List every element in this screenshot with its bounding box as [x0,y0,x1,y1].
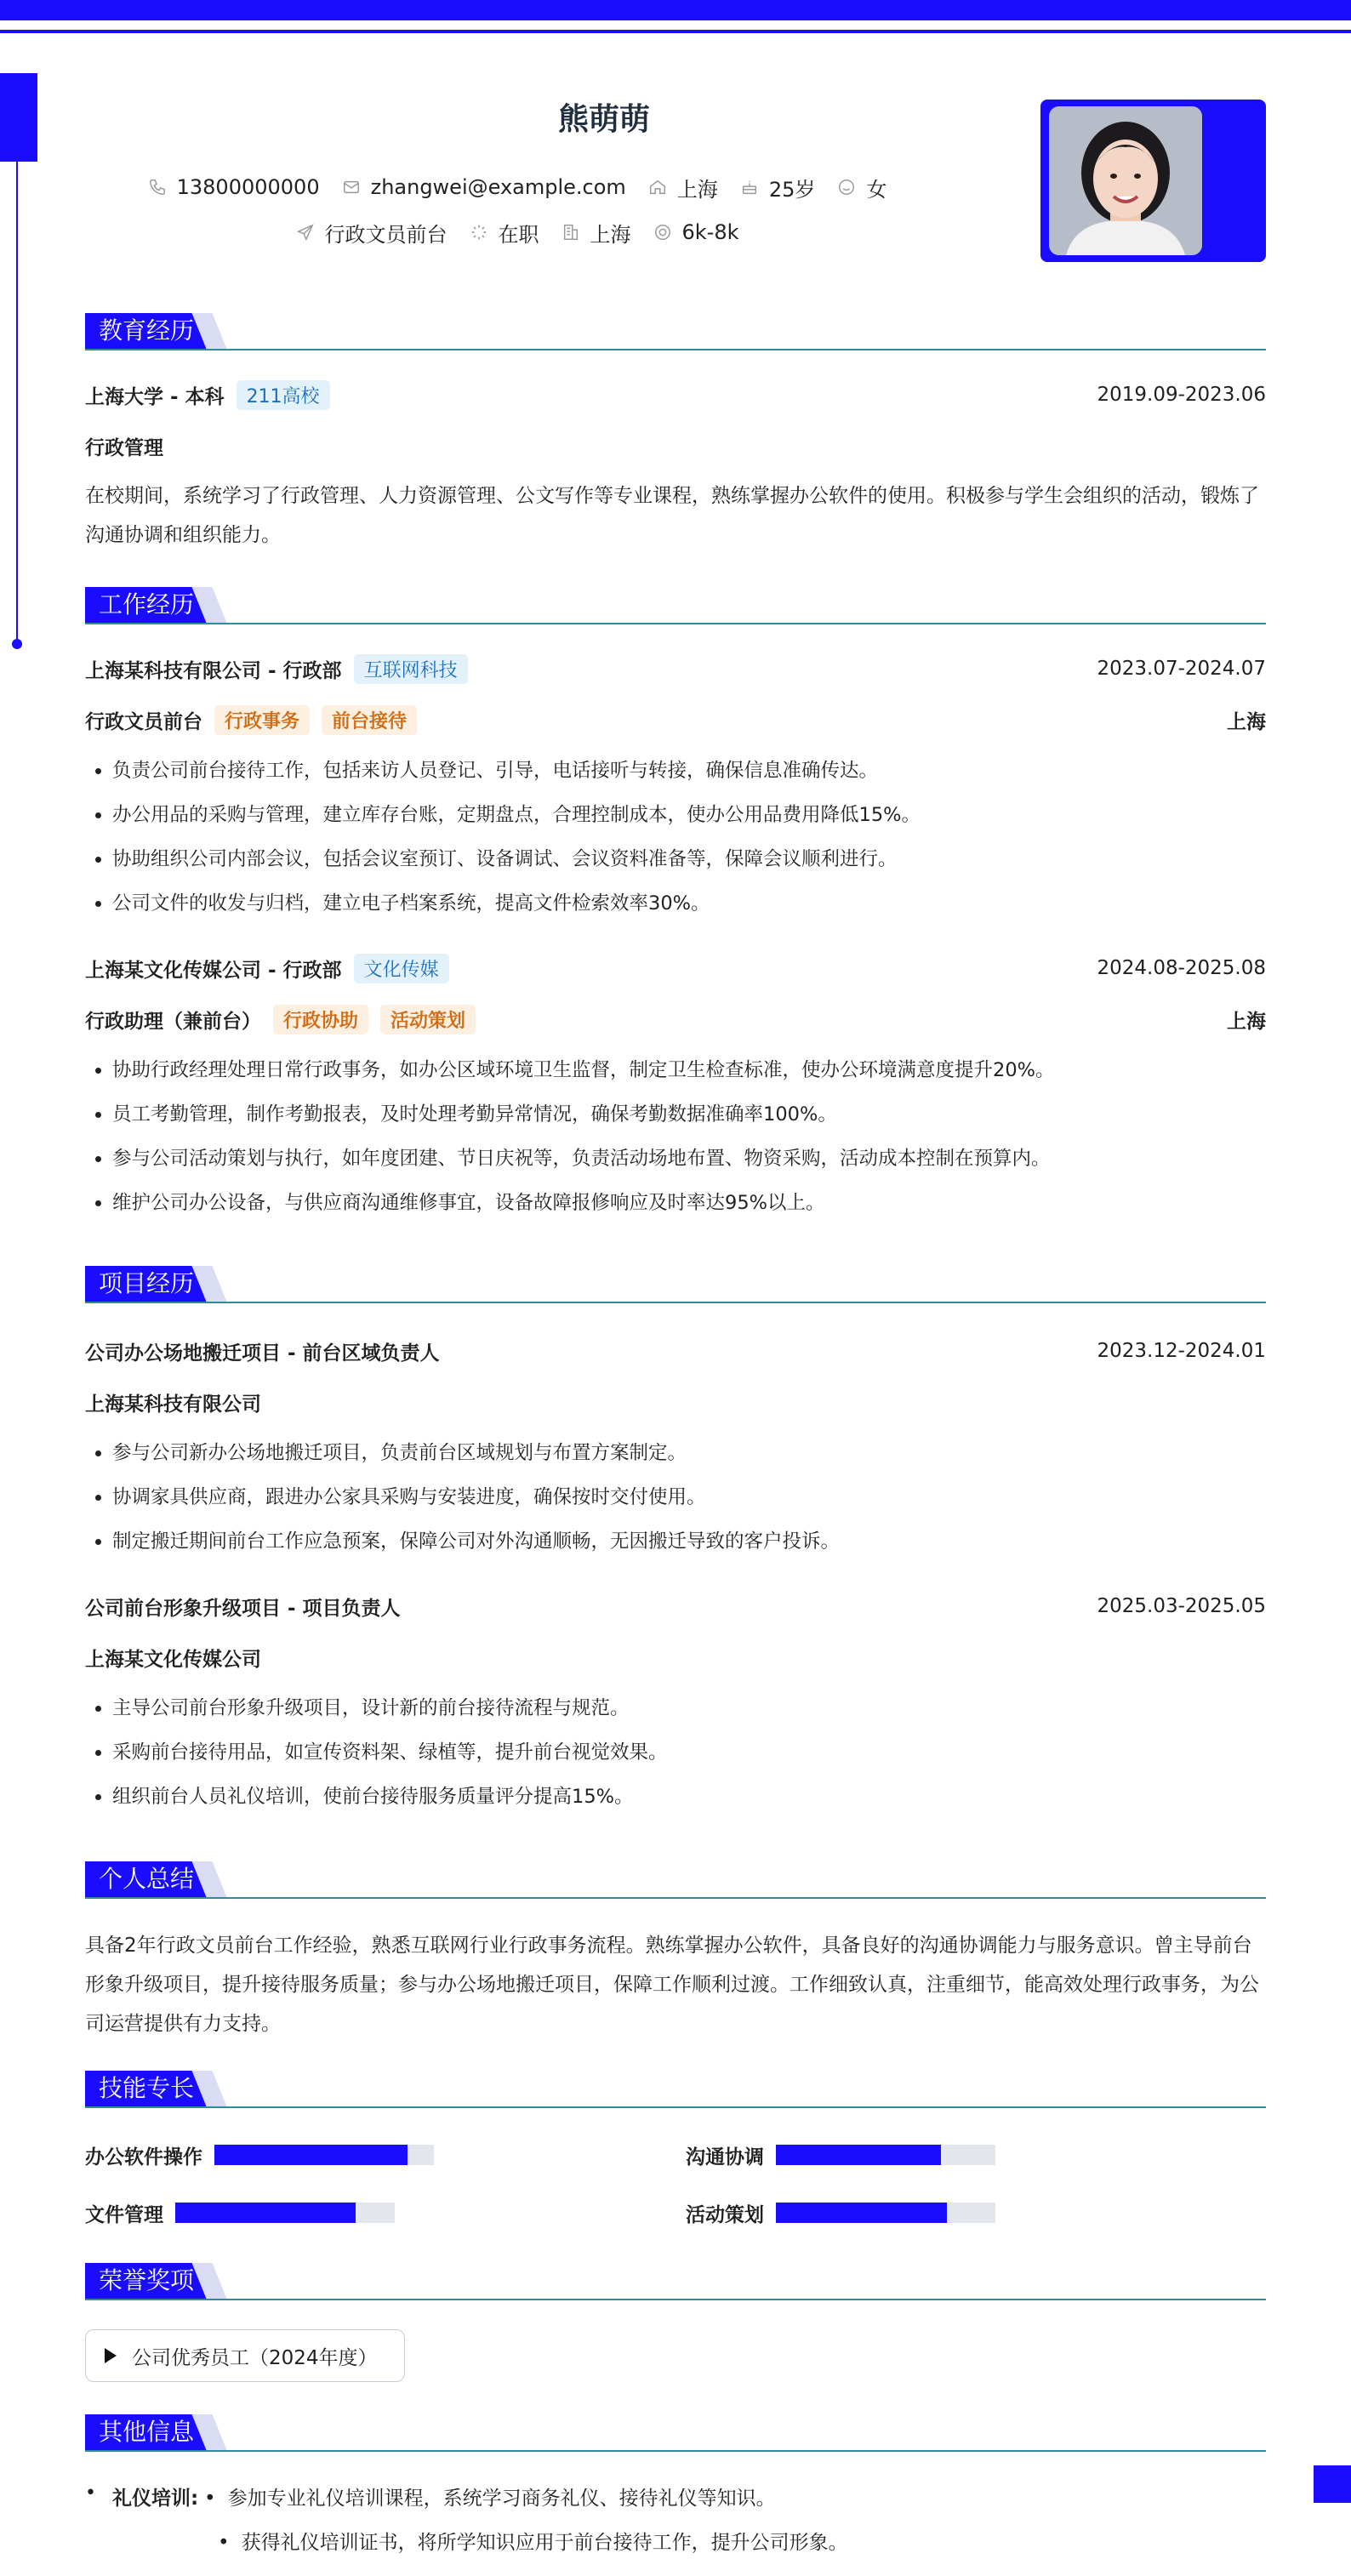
skill-bar [776,2203,995,2223]
position-text: 行政文员前台 [324,222,447,247]
work-2-tag-1: 行政协助 [273,1005,368,1034]
education-description: 在校期间，系统学习了行政管理、人力资源管理、公文写作等专业课程，熟练掌握办公软件的使用。积极参与学生会组织的活动，锻炼了沟通协调和组织能力。 [85,485,1259,546]
face-icon [837,178,856,197]
section-summary-title: 个人总结 [85,1861,1266,1899]
list-item: • 采购前台接待用品，如宣传资料架、绿植等，提升前台视觉效果。 [112,1730,1293,1775]
work-1-industry: 互联网科技 [354,654,468,684]
project-1-header [85,1336,1266,1366]
bullet-dot-icon: • [204,2488,216,2510]
work-1-location: 上海 [1227,710,1266,733]
work-1-company: 上海某科技有限公司 - 行政部 [85,659,342,682]
project-2-company: 上海某文化传媒公司 [85,1648,261,1671]
send-icon [296,223,315,242]
work-1-header [85,653,1266,684]
work-2-company: 上海某文化传媒公司 - 行政部 [85,959,342,982]
position-item [296,218,447,248]
school-tag: 211高校 [237,380,330,410]
project-1-company: 上海某科技有限公司 [85,1393,261,1416]
work-2-period: 2024.08-2025.08 [1097,957,1266,979]
school-name: 上海大学 - 本科 [85,385,225,408]
work-2-location: 上海 [1227,1010,1266,1033]
work-2-tag-2: 活动策划 [380,1005,476,1034]
cake-icon [740,178,759,197]
avatar [1049,106,1202,255]
left-timeline-dot [12,639,22,649]
list-item: • 制定搬迁期间前台工作应急预案，保障公司对外沟通顺畅，无因搬迁导致的客户投诉。 [112,1519,1293,1564]
contact-info-row [85,170,949,204]
work-1-period: 2023.07-2024.07 [1097,658,1266,680]
award-item[interactable] [85,2329,405,2382]
email-text: zhangwei@example.com [370,175,626,199]
list-item: • 协调家具供应商，跟进办公家具采购与安装进度，确保按时交付使用。 [112,1475,1293,1519]
age-text: 25岁 [768,177,816,202]
coin-icon [653,223,672,242]
list-item: • 主导公司前台形象升级项目，设计新的前台接待流程与规范。 [112,1686,1293,1730]
left-accent-block [0,73,37,162]
city-item [648,173,718,202]
work-1-bullets [85,749,1293,926]
work-2-role [85,1004,1266,1034]
list-item: • 协助行政经理处理日常行政事务，如办公区域环境卫生监督，制定卫生检查标准，使办公环境满意度提升20%。 [112,1048,1293,1092]
work-2-header [85,953,1266,983]
list-item: • 办公用品的采购与管理，建立库存台账，定期盘点，合理控制成本，使办公用品费用降低15%。 [112,793,1293,837]
skill-name: 沟通协调 [686,2146,764,2169]
education-header [85,379,1266,410]
list-item: • 组织前台人员礼仪培训，使前台接待服务质量评分提高15%。 [112,1775,1293,1819]
caret-right-icon [105,2348,117,2363]
education-period: 2019.09-2023.06 [1097,384,1266,406]
section-work-title: 工作经历 [85,587,1266,624]
skill-name: 活动策划 [686,2203,764,2226]
skill-4 [686,2200,995,2226]
skill-bar [776,2145,995,2165]
status-item [470,218,539,248]
list-item: • 协助组织公司内部会议，包括会议室预订、设备调试、会议资料准备等，保障会议顺利进行。 [112,837,1293,881]
section-awards-title: 荣誉奖项 [85,2263,1266,2300]
phone-item [148,175,320,199]
skill-bar-fill [776,2145,941,2165]
other-item-2: • 获得礼仪培训证书，将所学知识应用于前台接待工作，提升公司形象。 [218,2532,848,2554]
left-timeline-line [16,162,18,643]
skill-1 [85,2142,434,2168]
phone-text: 13800000000 [176,175,320,199]
status-text: 在职 [498,222,539,247]
education-major: 行政管理 [85,436,163,459]
top-accent-bar [0,0,1351,20]
email-item [342,175,626,199]
skill-bar [175,2203,395,2223]
mail-icon [342,178,361,197]
skill-2 [686,2142,995,2168]
city-text: 上海 [676,177,718,202]
work-1-tag-2: 前台接待 [322,705,417,735]
section-other-title: 其他信息 [85,2414,1266,2452]
other-label: 礼仪培训: [112,2488,199,2510]
work-2-bullets [85,1048,1293,1225]
salary-item [653,220,739,244]
award-text: 公司优秀员工（2024年度） [132,2346,378,2369]
work-1-role [85,704,1266,735]
section-education-title: 教育经历 [85,313,1266,350]
building-icon [561,223,580,242]
loading-icon [470,223,488,242]
skill-bar [214,2145,434,2165]
home-icon [648,178,667,197]
target-city-text: 上海 [590,222,631,247]
gender-text: 女 [866,177,887,202]
work-1-tag-1: 行政事务 [214,705,310,735]
phone-icon [148,178,167,197]
skill-bar-fill [175,2203,356,2223]
skill-3 [85,2200,395,2226]
section-project-title: 项目经历 [85,1266,1266,1303]
right-accent-block [1314,2465,1351,2503]
list-item: • 公司文件的收发与归档，建立电子档案系统，提高文件检索效率30%。 [112,881,1293,926]
project-2-header [85,1591,1266,1621]
project-2-name: 公司前台形象升级项目 - 项目负责人 [85,1597,401,1620]
gender-item [837,173,886,202]
list-item: • 维护公司办公设备，与供应商沟通维修事宜，设备故障报修响应及时率达95%以上。 [112,1181,1293,1225]
photo-frame [1040,100,1266,262]
summary-text: 具备2年行政文员前台工作经验，熟悉互联网行业行政事务流程。熟练掌握办公软件，具备良好的沟通协调能力与服务意识。曾主导前台形象升级项目，提升接待服务质量；参与办公场地搬迁项目，保障工作顺利过渡。工作细致认真，注重细节，能高效处理行政事务，为公司运营提供有力支持。 [85,1935,1259,2035]
list-item: • 参与公司新办公场地搬迁项目，负责前台区域规划与布置方案制定。 [112,1431,1293,1475]
work-1-title: 行政文员前台 [85,710,202,733]
list-item: • 员工考勤管理，制作考勤报表，及时处理考勤异常情况，确保考勤数据准确率100%。 [112,1092,1293,1137]
work-2-title: 行政助理（兼前台） [85,1010,261,1033]
work-2-industry: 文化传媒 [354,954,449,983]
list-item: • 负责公司前台接待工作，包括来访人员登记、引导，电话接听与转接，确保信息准确传达。 [112,749,1293,793]
skill-name: 文件管理 [85,2203,163,2226]
other-item-1: • 参加专业礼仪培训课程，系统学习商务礼仪、接待礼仪等知识。 [204,2488,776,2510]
skill-bar-fill [776,2203,947,2223]
section-skills-title: 技能专长 [85,2071,1266,2108]
bullet-dot-icon: • [218,2532,230,2554]
list-item: • 参与公司活动策划与执行，如年度团建、节日庆祝等，负责活动场地布置、物资采购，活动成本控制在预算内。 [112,1137,1293,1181]
candidate-name: 熊萌萌 [557,102,650,137]
salary-text: 6k-8k [681,220,739,244]
project-2-period: 2025.03-2025.05 [1097,1595,1266,1617]
skill-name: 办公软件操作 [85,2146,202,2169]
job-intent-row [85,215,949,249]
project-1-name: 公司办公场地搬迁项目 - 前台区域负责人 [85,1342,440,1365]
project-2-bullets [85,1686,1293,1819]
top-accent-line [0,30,1351,33]
project-1-bullets [85,1431,1293,1564]
target-city-item [561,218,631,248]
skill-bar-fill [214,2145,408,2165]
project-1-period: 2023.12-2024.01 [1097,1340,1266,1362]
bullet-dot-icon: • [85,2482,96,2504]
age-item [740,173,816,202]
